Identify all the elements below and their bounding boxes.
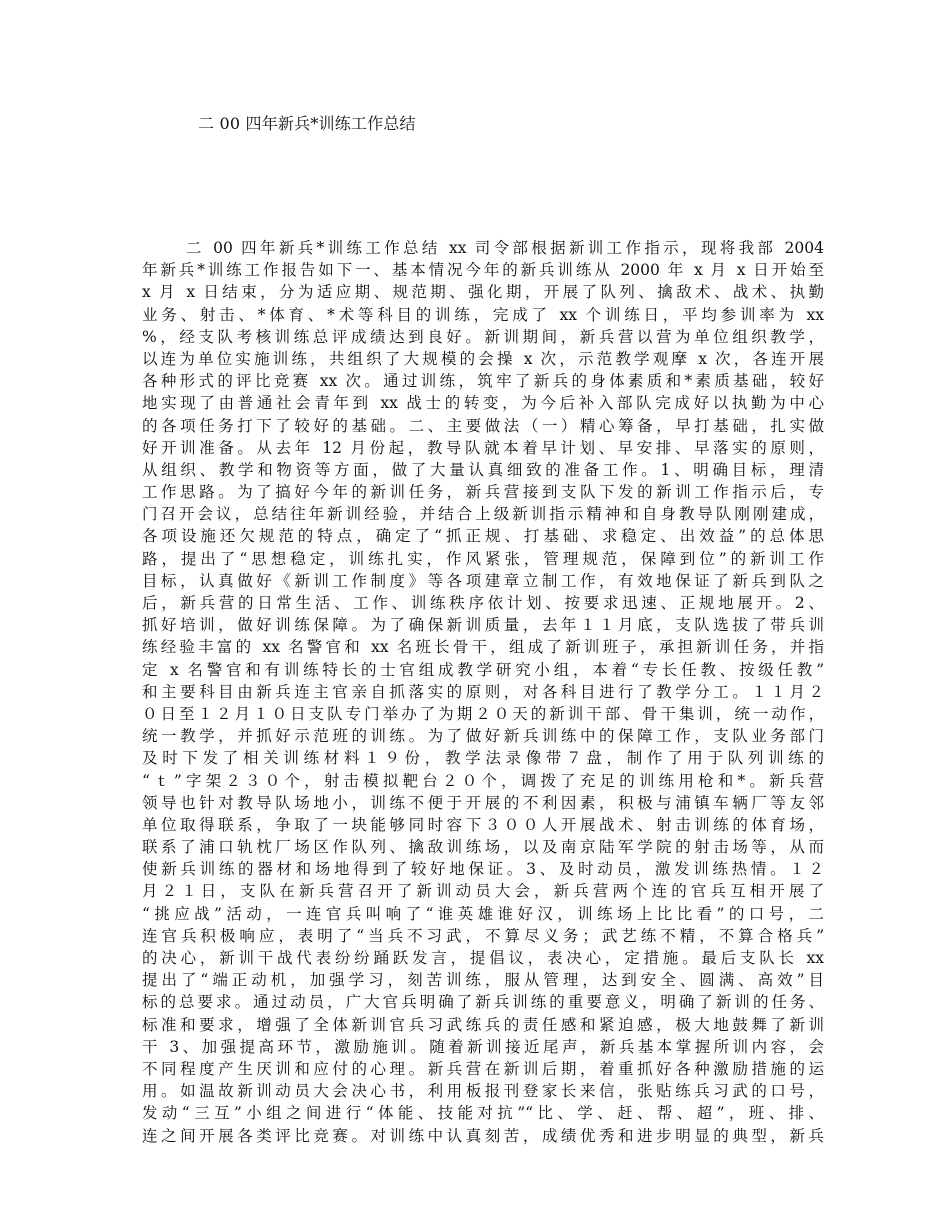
- body-line: 单位取得联系，争取了一块能够同时容下３００人开展战术、射击训练的体育场，: [142, 815, 824, 834]
- body-line: 使新兵训练的器材和场地得到了较好地保证。3、及时动员，激发训练热情。１２: [142, 860, 824, 879]
- body-line: 地实现了由普通社会青年到 xx 战士的转变，为今后补入部队完成好以执勤为中心: [142, 394, 824, 413]
- body-line: 各种形式的评比竞赛 xx 次。通过训练，筑牢了新兵的身体素质和*素质基础，较好: [142, 372, 824, 391]
- body-line: ０日至１２月１０日支队专门举办了为期２０天的新训干部、骨干集训，统一动作，: [142, 704, 824, 723]
- body-line: 的各项任务打下了较好的基础。二、主要做法（一）精心筹备，早打基础，扎实做: [142, 416, 824, 435]
- body-line: 路，提出了“思想稳定，训练扎实，作风紧张，管理规范，保障到位”的新训工作: [142, 549, 824, 568]
- body-line: 年新兵*训练工作报告如下一、基本情况今年的新兵训练从 2000 年 x 月 x 日开始至: [142, 261, 824, 280]
- body-line: 好开训准备。从去年 12 月份起，教导队就本着早计划、早安排、早落实的原则，: [142, 438, 824, 457]
- body-line: 和主要科目由新兵连主官亲自抓落实的原则，对各科目进行了教学分工。１１月２: [142, 682, 824, 701]
- document-body: [142, 237, 824, 1147]
- body-line: 以连为单位实施训练，共组织了大规模的会操 x 次，示范教学观摩 x 次，各连开展: [142, 349, 824, 368]
- body-line: 联系了浦口轨枕厂场区作队列、擒敌训练场，以及南京陆军学院的射击场等，从而: [142, 838, 824, 857]
- body-line: “挑应战”活动，一连官兵叫响了“谁英雄谁好汉，训练场上比比看”的口号，二: [142, 904, 824, 923]
- body-line: 及时下发了相关训练材料１９份，教学法录像带７盘，制作了用于队列训练的: [142, 749, 824, 768]
- body-line: 连官兵积极响应，表明了“当兵不习武，不算尽义务；武艺练不精，不算合格兵”: [142, 926, 824, 945]
- body-line: 标准和要求，增强了全体新训官兵习武练兵的责任感和紧迫感，极大地鼓舞了新训: [142, 1015, 824, 1034]
- body-line: 干 3、加强提高环节，激励施训。随着新训接近尾声，新兵基本掌握所训内容，会: [142, 1037, 824, 1056]
- body-line: 业务、射击、*体育、*术等科目的训练，完成了 xx 个训练日，平均参训率为 xx: [142, 305, 824, 324]
- body-line: 工作思路。为了搞好今年的新训任务，新兵营接到支队下发的新训工作指示后，专: [142, 483, 824, 502]
- body-line: 用。如温故新训动员大会决心书，利用板报刊登家长来信，张贴练兵习武的口号，: [142, 1082, 824, 1101]
- document-title: 二 00 四年新兵*训练工作总结: [198, 114, 416, 133]
- body-line: 各项设施还欠规范的特点，确定了“抓正规、打基础、求稳定、出效益”的总体思: [142, 527, 824, 546]
- body-line: 门召开会议，总结往年新训经验，并结合上级新训指示精神和自身教导队刚刚建成，: [142, 505, 824, 524]
- body-line: 提出了“端正动机，加强学习，刻苦训练，服从管理，达到安全、圆满、高效”目: [142, 971, 824, 990]
- body-line: 目标，认真做好《新训工作制度》等各项建章立制工作，有效地保证了新兵到队之: [142, 571, 824, 590]
- body-line: 连之间开展各类评比竞赛。对训练中认真刻苦，成绩优秀和进步明显的典型，新兵: [142, 1126, 824, 1145]
- body-line: 不同程度产生厌训和应付的心理。新兵营在新训后期，着重抓好各种激励措施的运: [142, 1059, 824, 1078]
- body-line: “ｔ”字架２３０个，射击模拟靶台２０个，调拨了充足的训练用枪和*。新兵营: [142, 771, 824, 790]
- body-line: 后，新兵营的日常生活、工作、训练秩序依计划、按要求迅速、正规地展开。2、: [142, 594, 824, 612]
- body-line: 抓好培训，做好训练保障。为了确保新训质量，去年１１月底，支队选拔了带兵训: [142, 616, 824, 635]
- body-line: 月２１日，支队在新兵营召开了新训动员大会，新兵营两个连的官兵互相开展了: [142, 882, 824, 901]
- body-line: 的决心，新训干战代表纷纷踊跃发言，提倡议，表决心，定措施。最后支队长 xx: [142, 949, 824, 967]
- body-line: 统一教学，并抓好示范班的训练。为了做好新兵训练中的保障工作，支队业务部门: [142, 727, 824, 746]
- body-line: 标的总要求。通过动员，广大官兵明确了新兵训练的重要意义，明确了新训的任务、: [142, 993, 824, 1012]
- body-line: x 月 x 日结束，分为适应期、规范期、强化期，开展了队列、擒敌术、战术、执勤: [142, 283, 824, 302]
- body-line: 练经验丰富的 xx 名警官和 xx 名班长骨干，组成了新训班子，承担新训任务，并指: [142, 638, 824, 657]
- body-line: 发动“三互”小组之间进行“体能、技能对抗”“比、学、赶、帮、超”，班、排、: [142, 1104, 824, 1123]
- body-line: 领导也针对教导队场地小，训练不便于开展的不利因素，积极与浦镇车辆厂等友邻: [142, 793, 824, 812]
- body-line: 定 x 名警官和有训练特长的士官组成教学研究小组，本着“专长任教、按级任教”: [142, 660, 824, 679]
- body-line: 从组织、教学和物资等方面，做了大量认真细致的准备工作。1、明确目标，理清: [142, 460, 824, 479]
- body-line: 二 00 四年新兵*训练工作总结 xx 司令部根据新训工作指示，现将我部 2004: [186, 239, 824, 257]
- body-line: %，经支队考核训练总评成绩达到良好。新训期间，新兵营以营为单位组织教学，: [142, 327, 824, 346]
